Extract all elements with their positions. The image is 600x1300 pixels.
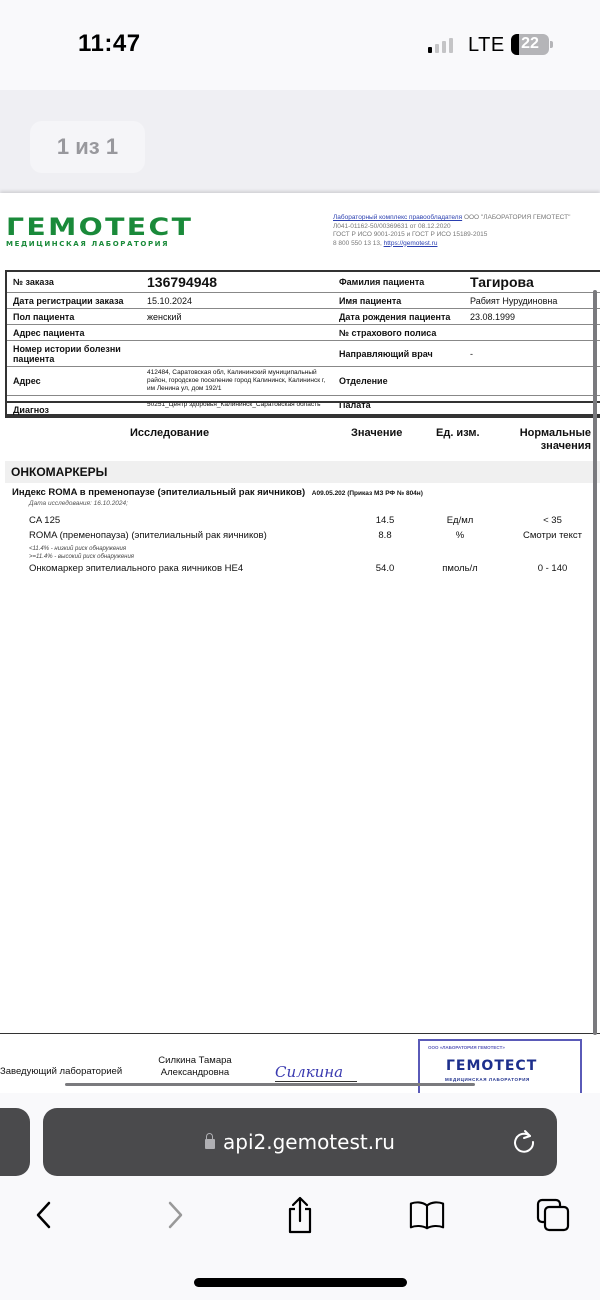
share-button[interactable] bbox=[282, 1197, 318, 1233]
result-normal: Смотри текст bbox=[523, 530, 582, 541]
address-label: Адрес bbox=[13, 376, 41, 386]
result-row bbox=[0, 530, 600, 544]
lab-license-link[interactable]: Лабораторный комплекс правообладателя bbox=[333, 214, 463, 221]
horizontal-scrollbar[interactable] bbox=[65, 1083, 475, 1086]
lab-info bbox=[333, 214, 600, 248]
battery-tip bbox=[550, 41, 553, 48]
result-value: 54.0 bbox=[375, 563, 395, 574]
lock-icon bbox=[205, 1139, 215, 1149]
header-value: Значение bbox=[351, 427, 403, 439]
table-row bbox=[7, 272, 600, 293]
table-row bbox=[7, 367, 600, 396]
policy-label: № страхового полиса bbox=[339, 327, 437, 338]
signal-strength-icon bbox=[428, 37, 453, 53]
reload-icon[interactable] bbox=[511, 1128, 537, 1154]
header-test: Исследование bbox=[130, 427, 210, 439]
home-indicator[interactable] bbox=[194, 1278, 407, 1287]
stamp-main-text: ГЕМОТЕСТ bbox=[446, 1058, 538, 1074]
lab-owner: ООО "ЛАБОРАТОРИЯ ГЕМОТЕСТ" bbox=[463, 214, 571, 221]
panel-code: A09.05.202 (Приказ МЗ РФ № 804н) bbox=[311, 490, 423, 497]
lab-phone: 8 800 550 13 13, bbox=[333, 239, 382, 247]
table-row bbox=[7, 341, 600, 367]
lab-logo bbox=[6, 213, 194, 248]
result-normal: < 35 bbox=[543, 515, 562, 526]
stamp-sub-text: МЕДИЦИНСКАЯ ЛАБОРАТОРИЯ bbox=[445, 1077, 530, 1082]
battery-percent: 22 bbox=[521, 35, 539, 52]
table-row bbox=[7, 325, 600, 341]
order-no: 136794948 bbox=[147, 274, 218, 290]
result-row bbox=[0, 563, 600, 577]
table-row bbox=[7, 293, 600, 309]
panel-name: Индекс ROMA в пременопаузе (эпителиальный рак яичников) bbox=[12, 487, 306, 498]
back-button[interactable] bbox=[26, 1197, 62, 1233]
result-normal: 0 - 140 bbox=[537, 563, 568, 574]
order-no-label: № заказа bbox=[13, 277, 54, 287]
history-no-label: Номер истории болезни пациента bbox=[13, 343, 121, 364]
panel-date: Дата исследования: 16.10.2024; bbox=[29, 500, 128, 507]
forward-button[interactable] bbox=[157, 1197, 193, 1233]
surname: Тагирова bbox=[470, 274, 534, 290]
network-type: LTE bbox=[468, 34, 505, 56]
signer-name: Силкина Тамара Александровна bbox=[158, 1055, 232, 1078]
result-name: Онкомаркер эпителиального рака яичников HE4 bbox=[29, 563, 244, 574]
bookmarks-button[interactable] bbox=[409, 1197, 445, 1233]
tabs-button[interactable] bbox=[535, 1197, 571, 1233]
logo-name: ГЕМОТЕСТ bbox=[6, 213, 194, 241]
birth-date: 23.08.1999 bbox=[470, 311, 516, 322]
signer-role: Заведующий лабораторией bbox=[0, 1066, 123, 1077]
header-unit: Ед. изм. bbox=[436, 427, 480, 439]
document-page[interactable] bbox=[0, 193, 600, 1093]
result-note: >=11.4% - высокий риск обнаружения bbox=[29, 554, 135, 560]
book-icon bbox=[409, 1199, 445, 1231]
reg-date: 15.10.2024 bbox=[147, 295, 193, 306]
result-value: 8.8 bbox=[378, 530, 392, 541]
clinic: 50251_Центр здоровья_Калининск_Саратовская область bbox=[147, 401, 321, 408]
signature: Силкина bbox=[275, 1063, 357, 1082]
section-title: ОНКОМАРКЕРЫ bbox=[5, 461, 600, 483]
result-name: CA 125 bbox=[29, 515, 61, 526]
ward-label: Палата bbox=[339, 400, 371, 410]
doctor: - bbox=[470, 348, 473, 359]
status-bar bbox=[0, 0, 600, 90]
previous-tab-preview[interactable] bbox=[0, 1108, 30, 1176]
sex-label: Пол пациента bbox=[13, 311, 75, 322]
stamp-top-text: ООО «ЛАБОРАТОРИЯ ГЕМОТЕСТ» bbox=[428, 1045, 505, 1050]
battery-icon bbox=[511, 34, 549, 55]
chevron-right-icon bbox=[164, 1200, 186, 1230]
header-normal: Нормальные значения bbox=[519, 427, 591, 452]
lab-license: Л041-01162-50/00369631 от 08.12.2020 bbox=[333, 222, 451, 230]
footer-divider bbox=[0, 1033, 600, 1034]
department-label: Отделение bbox=[339, 376, 388, 386]
logo-subtitle: МЕДИЦИНСКАЯ ЛАБОРАТОРИЯ bbox=[6, 240, 170, 248]
result-note: <11.4% - низкий риск обнаружения bbox=[29, 546, 127, 552]
lab-website-link[interactable]: https://gemotest.ru bbox=[383, 239, 438, 247]
lab-gost: ГОСТ Р ИСО 9001-2015 и ГОСТ Р ИСО 15189-2015 bbox=[333, 231, 488, 238]
diagnosis-label: Диагноз bbox=[5, 401, 600, 418]
result-value: 14.5 bbox=[375, 515, 395, 526]
name-label: Имя пациента bbox=[339, 295, 402, 306]
address: 412484, Саратовская обл, Калининский муниципальный район, городское поселение город Калининск, Калининск г, им Ленина ул, дом 192/1 bbox=[147, 369, 326, 392]
address-bar[interactable] bbox=[43, 1108, 557, 1176]
chevron-left-icon bbox=[33, 1200, 55, 1230]
table-row bbox=[7, 309, 600, 325]
sex: женский bbox=[147, 311, 182, 322]
url-text: api2.gemotest.ru bbox=[223, 1130, 395, 1154]
vertical-scrollbar[interactable] bbox=[593, 290, 597, 1035]
page-indicator: 1 из 1 bbox=[30, 121, 145, 173]
share-icon bbox=[284, 1195, 316, 1235]
patient-info-table bbox=[5, 270, 600, 416]
tabs-icon bbox=[535, 1197, 571, 1233]
result-name: ROMA (пременопауза) (эпителиальный рак яичников) bbox=[29, 530, 267, 541]
result-unit: Ед/мл bbox=[446, 515, 474, 526]
result-row bbox=[0, 515, 600, 529]
status-time: 11:47 bbox=[78, 30, 141, 57]
panel-title bbox=[12, 487, 423, 498]
birth-label: Дата рождения пациента bbox=[339, 311, 451, 322]
patient-name: Рабият Нурудиновна bbox=[470, 295, 558, 306]
patient-address-label: Адрес пациента bbox=[13, 327, 85, 338]
surname-label: Фамилия пациента bbox=[339, 277, 425, 287]
reg-date-label: Дата регистрации заказа bbox=[13, 295, 124, 306]
result-unit: % bbox=[455, 530, 465, 541]
result-unit: пмоль/л bbox=[442, 563, 478, 574]
doctor-label: Направляющий врач bbox=[339, 348, 433, 359]
